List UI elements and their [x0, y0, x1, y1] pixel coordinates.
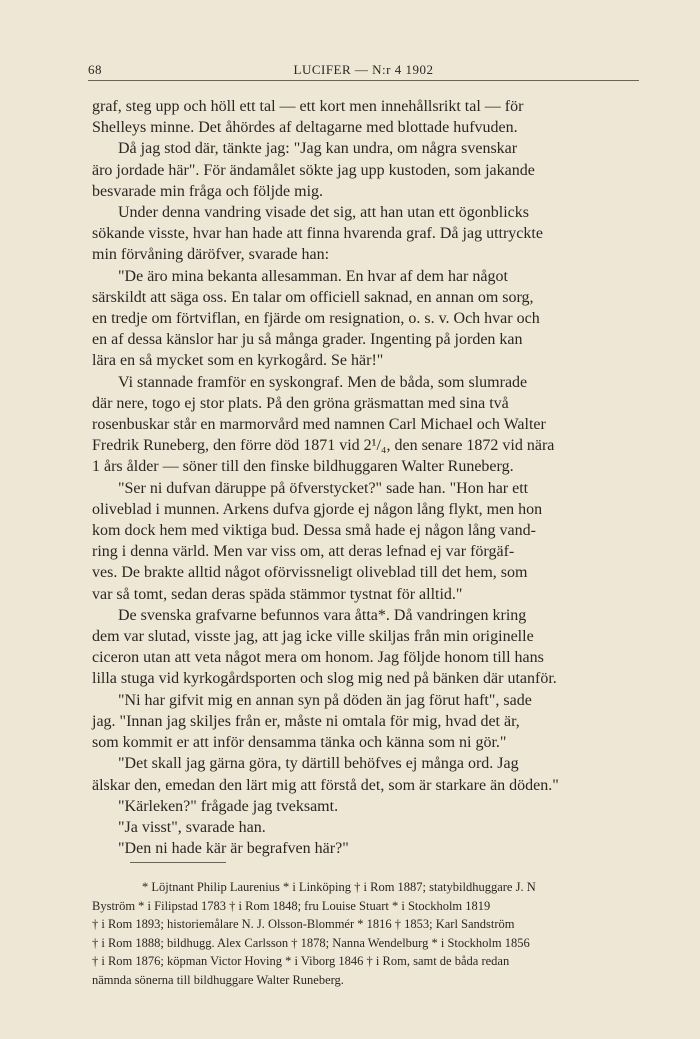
text-line: ves. De brakte alltid något oförvissneligt oliveblad till det hem, som — [92, 564, 528, 582]
text-line: kom dock hem med viktiga bud. Dessa små hade ej någon lång vand- — [92, 522, 536, 540]
footnote-line: Byström * i Filipstad 1783 † i Rom 1848; fru Louise Stuart * i Stockholm 1819 — [92, 898, 491, 913]
text-line: lilla stuga vid kyrkogårdsporten och slog mig ned på bänken där utanför. — [92, 670, 557, 688]
text-line: en af dessa känslor har ju så många grader. Ingenting på jorden kan — [92, 331, 523, 349]
text-line: Under denna vandring visade det sig, att han utan ett ögonblicks — [118, 204, 530, 222]
text-line: var så tomt, sedan deras späda stämmor tystnat för alltid." — [92, 585, 463, 603]
text-line: "Ja visst", svarade han. — [118, 818, 266, 836]
text-line: besvarade min fråga och följde mig. — [92, 182, 324, 200]
text-line: sökande visste, hvar han hade att finna hvarenda graf. Då jag uttryckte — [92, 225, 543, 243]
page-header — [88, 60, 639, 81]
text-line: dem var slutad, visste jag, att jag icke ville skiljas från min originelle — [92, 628, 534, 646]
text-line: graf, steg upp och höll ett tal — ett kort men innehållsrikt tal — för — [92, 98, 524, 115]
text-line: min förvåning däröfver, svarade han: — [92, 246, 330, 264]
running-title: LUCIFER — N:r 4 1902 — [293, 62, 434, 77]
text-line: äro jordade här". För ändamålet sökte jag upp kustoden, som jakande — [92, 161, 535, 179]
text-line: som kommit er att inför densamma tänka och känna som ni gör." — [92, 734, 507, 752]
text-line: jag. "Innan jag skiljes från er, måste ni omtala för mig, hvad det är, — [92, 712, 520, 730]
text-line: Vi stannade framför en syskongraf. Men de båda, som slumrade — [118, 373, 528, 391]
text-line: "Det skall jag gärna göra, ty därtill behöfves ej många ord. Jag — [118, 755, 519, 773]
text-line: "Ni har gifvit mig en annan syn på döden än jag förut haft", sade — [118, 691, 532, 709]
text-line: en tredje om förtviflan, en fjärde om resignation, o. s. v. Och hvar och — [92, 310, 540, 328]
text-line: rosenbuskar står en marmorvård med namnen Carl Michael och Walter — [92, 416, 546, 434]
text-line: där nere, togo ej stor plats. På den gröna gräsmattan med sina två — [92, 394, 509, 412]
text-line: älskar den, emedan den lärt mig att förstå det, som är starkare än döden." — [92, 776, 559, 794]
text-line: ring i denna värld. Men var viss om, att deras lefnad ej var förgäf- — [92, 543, 515, 561]
footnote-line: † i Rom 1876; köpman Victor Hoving * i Viborg 1846 † i Rom, samt de båda redan — [92, 954, 510, 969]
text-line: lära en så mycket som en kyrkogård. Se här!" — [92, 352, 384, 370]
text-line: oliveblad i munnen. Arkens dufva gjorde ej någon lång flykt, men hon — [92, 500, 543, 518]
text-line: "Kärleken?" frågade jag tveksamt. — [118, 797, 339, 815]
footnote-line: * Löjtnant Philip Laurenius * i Linköping † i Rom 1887; statybildhuggare J. N — [142, 880, 536, 894]
text-line: Då jag stod där, tänkte jag: "Jag kan undra, om några svenskar — [118, 140, 518, 158]
text-line: "De äro mina bekanta allesamman. En hvar af dem har något — [118, 267, 508, 285]
text-line: De svenska grafvarne befunnos vara åtta*. Då vandringen kring — [118, 606, 527, 624]
footnote — [92, 878, 640, 990]
text-line: ciceron utan att veta något mera om honom. Jag följde honom till hans — [92, 649, 544, 667]
text-line: "Den ni hade kär är begrafven här?" — [118, 840, 349, 858]
text-line: "Ser ni dufvan däruppe på öfverstycket?" sade han. "Hon har ett — [118, 479, 529, 497]
text-line: Fredrik Runeberg, den förre död 1871 vid 2¹/₄, den senare 1872 vid nära — [92, 437, 555, 455]
page-number: 68 — [88, 62, 102, 77]
text-line: 1 års ålder — söner till den finske bildhuggaren Walter Runeberg. — [92, 458, 514, 476]
footnote-line: nämnda sönerna till bildhuggare Walter Runeberg. — [92, 972, 344, 987]
text-line: särskildt att säga oss. En talar om officiell saknad, en annan om sorg, — [92, 288, 534, 306]
footnote-line: † i Rom 1888; bildhugg. Alex Carlsson † 1878; Nanna Wendelburg * i Stockholm 1856 — [92, 935, 530, 950]
body-text — [92, 96, 640, 859]
footnote-line: † i Rom 1893; historiemålare N. J. Olsson-Blommér * 1816 † 1853; Karl Sandström — [92, 917, 515, 932]
footnote-rule — [130, 862, 226, 863]
text-line: Shelleys minne. Det åhördes af deltagarne med blottade hufvuden. — [92, 119, 518, 137]
